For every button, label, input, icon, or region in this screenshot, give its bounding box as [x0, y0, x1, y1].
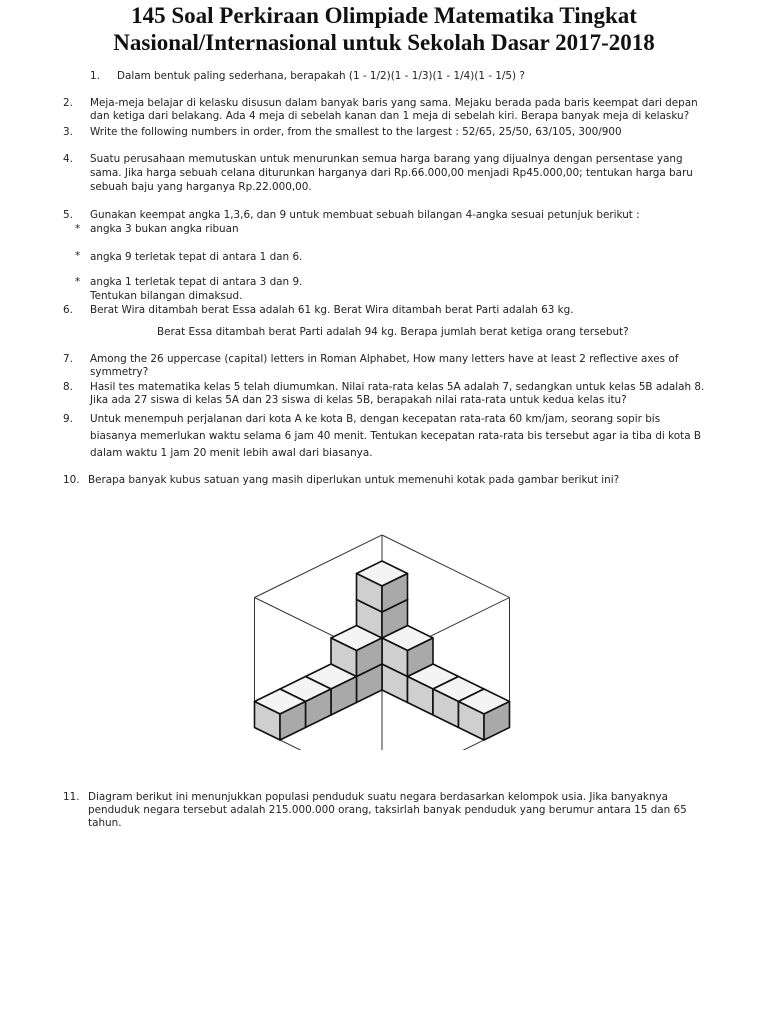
- question-number: 9.: [63, 413, 73, 425]
- question-number: 7.: [63, 353, 73, 365]
- question-text-line: biasanya memerlukan waktu selama 6 jam 40 menit. Tentukan kecepatan rata-rata bis tersebut agar ia tiba di kota B: [90, 430, 701, 442]
- question-text-line: Meja-meja belajar di kelasku disusun dalam banyak baris yang sama. Mejaku berada pada baris keempat dari depan: [90, 97, 698, 109]
- question-number: 3.: [63, 126, 73, 138]
- question-text-line: dan ketiga dari belakang. Ada 4 meja di sebelah kanan dan 1 meja di sebelah kiri. Berapa banyak meja di kelasku?: [90, 110, 690, 122]
- question-text-line: Among the 26 uppercase (capital) letters in Roman Alphabet, How many letters have at least 2 reflective axes of: [90, 353, 679, 365]
- question-number: 1.: [90, 70, 100, 82]
- question-text-line: Gunakan keempat angka 1,3,6, dan 9 untuk membuat sebuah bilangan 4-angka sesuai petunjuk berikut :: [90, 209, 640, 221]
- question-text-line: Diagram berikut ini menunjukkan populasi penduduk suatu negara berdasarkan kelompok usia. Jika banyaknya: [88, 791, 669, 803]
- question-text-line: Berat Wira ditambah berat Essa adalah 61 kg. Berat Wira ditambah berat Parti adalah 63 kg.: [90, 304, 574, 316]
- question-number: 2.: [63, 97, 73, 109]
- question-text-line: Suatu perusahaan memutuskan untuk menurunkan semua harga barang yang dijualnya dengan persentase yang: [90, 153, 683, 165]
- question-text-line: sebuah baju yang harganya Rp.22.000,00.: [90, 181, 312, 193]
- question-number: 6.: [63, 304, 73, 316]
- question-text-line: Write the following numbers in order, from the smallest to the largest : 52/65, 25/50, 63/105, 300/900: [90, 126, 622, 138]
- bullet-marker: *: [75, 250, 81, 262]
- question-closing: Tentukan bilangan dimaksud.: [90, 290, 243, 302]
- question-number: 8.: [63, 381, 73, 393]
- question-number: 11.: [63, 791, 80, 803]
- question-text-line: Untuk menempuh perjalanan dari kota A ke kota B, dengan kecepatan rata-rata 60 km/jam, seorang sopir bis: [90, 413, 661, 425]
- bullet-text: angka 1 terletak tepat di antara 3 dan 9.: [90, 276, 303, 288]
- question-text-line: penduduk negara tersebut adalah 215.000.000 orang, taksirlah banyak penduduk yang berumur antara 15 dan 65: [88, 804, 687, 816]
- question-text-line: dalam waktu 1 jam 20 menit lebih awal dari biasanya.: [90, 447, 373, 459]
- question-text-line: Berapa banyak kubus satuan yang masih diperlukan untuk memenuhi kotak pada gambar berikut ini?: [88, 474, 620, 486]
- bullet-text: angka 3 bukan angka ribuan: [90, 223, 239, 235]
- bullet-text: angka 9 terletak tepat di antara 1 dan 6.: [90, 251, 303, 263]
- cube-box-figure: [232, 490, 532, 750]
- question-extra-line: Berat Essa ditambah berat Parti adalah 94 kg. Berapa jumlah berat ketiga orang tersebut?: [157, 326, 629, 338]
- question-text-line: tahun.: [88, 817, 122, 829]
- bullet-marker: *: [75, 276, 81, 288]
- title-line-1: 145 Soal Perkiraan Olimpiade Matematika Tingkat: [131, 3, 637, 28]
- page-title: [0, 2, 768, 56]
- question-text-line: sama. Jika harga sebuah celana diturunkan harganya dari Rp.66.000,00 menjadi Rp45.000,00; tentukan harga baru: [90, 167, 693, 179]
- question-number: 4.: [63, 153, 73, 165]
- question-text-line: Dalam bentuk paling sederhana, berapakah (1 - 1/2)(1 - 1/3)(1 - 1/4)(1 - 1/5) ?: [117, 70, 525, 82]
- question-text-line: Jika ada 27 siswa di kelas 5A dan 23 siswa di kelas 5B, berapakah nilai rata-rata untuk kedua kelas itu?: [90, 394, 627, 406]
- question-number: 5.: [63, 209, 73, 221]
- question-number: 10.: [63, 474, 80, 486]
- bullet-marker: *: [75, 223, 81, 235]
- question-text-line: symmetry?: [90, 366, 149, 378]
- question-text-line: Hasil tes matematika kelas 5 telah diumumkan. Nilai rata-rata kelas 5A adalah 7, sedangkan untuk kelas 5B adalah 8.: [90, 381, 705, 393]
- title-line-2: Nasional/Internasional untuk Sekolah Dasar 2017-2018: [113, 30, 655, 55]
